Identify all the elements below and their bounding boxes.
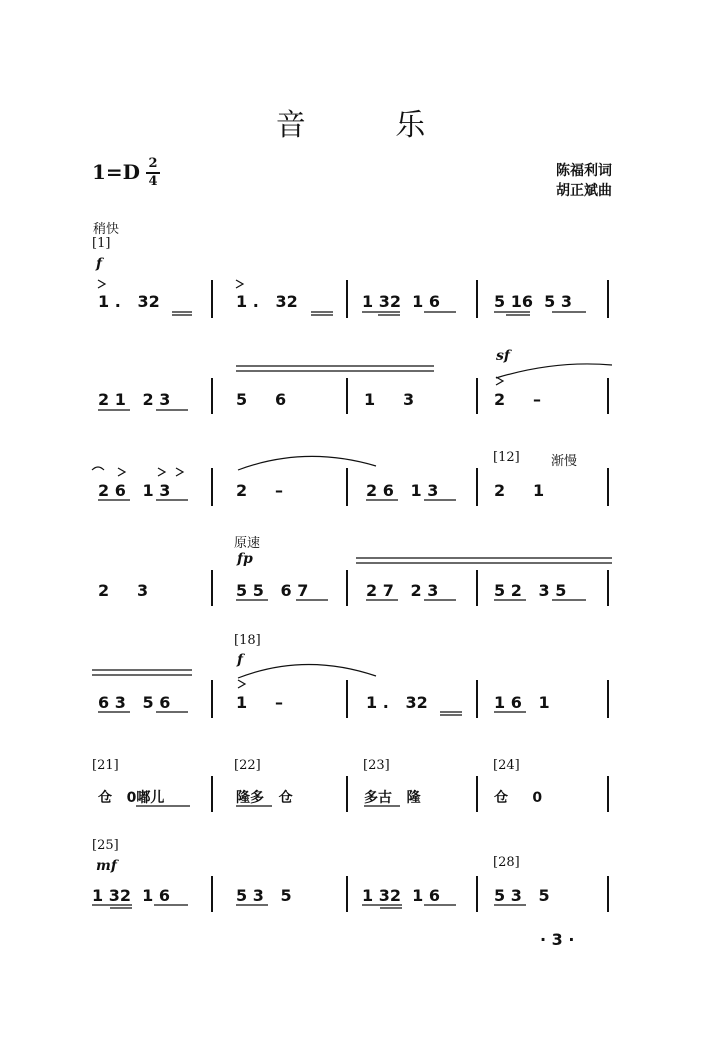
dynamic-marking: mf — [96, 858, 117, 874]
accent-mark — [98, 280, 105, 288]
rehearsal-mark: [25] — [92, 838, 119, 853]
measure: 2 7 2 3 — [366, 581, 439, 600]
measure: 1 . 32 — [236, 292, 298, 311]
measure: 1 . 32 — [366, 693, 428, 712]
measure: 2 3 — [98, 581, 149, 600]
accent-mark — [236, 280, 243, 288]
rehearsal-mark: [12] — [493, 450, 520, 465]
measure: 隆多 仓 — [236, 790, 293, 806]
slur — [496, 364, 612, 378]
measure: 2 6 1 3 — [366, 481, 439, 500]
tempo-marking-slower: 渐慢 — [551, 454, 578, 469]
measure: 2 1 2 3 — [98, 390, 171, 409]
measure: 6 3 5 6 — [98, 693, 171, 712]
measure: 5 5 6 7 — [236, 581, 309, 600]
measure: 1 3 — [364, 390, 415, 409]
accent-mark — [238, 680, 245, 688]
slur — [238, 664, 376, 678]
measure: 1 32 1 6 — [362, 886, 440, 905]
measure: 5 3 5 — [236, 886, 292, 905]
measure: 仓 0 — [494, 790, 543, 806]
measure: 仓 0嘟儿 — [98, 790, 165, 806]
measure: 2 1 — [494, 481, 545, 500]
key-signature: 1=D — [92, 160, 141, 184]
accent-mark — [118, 468, 125, 476]
rehearsal-mark: [1] — [92, 236, 111, 251]
tempo-marking-resume: 原速 — [234, 536, 261, 551]
measure: 5 2 3 5 — [494, 581, 567, 600]
tempo-marking-start: 稍快 — [93, 222, 120, 237]
page-number: · 3 · — [540, 930, 575, 949]
accent-mark — [176, 468, 183, 476]
measure: 1 – — [236, 693, 283, 712]
meter-top: 2 — [148, 156, 158, 171]
page-title: 音 乐 — [275, 108, 466, 143]
dynamic-marking: sf — [496, 348, 510, 364]
measure: 1 . 32 — [98, 292, 160, 311]
measure: 5 16 5 3 — [494, 292, 572, 311]
measure: 2 6 1 3 — [98, 481, 171, 500]
rehearsal-mark: [23] — [363, 758, 390, 773]
dynamic-marking: f — [96, 256, 103, 272]
slur — [238, 456, 376, 470]
composer-credit: 胡正斌曲 — [556, 183, 612, 199]
measure: 2 – — [236, 481, 283, 500]
rehearsal-mark: [22] — [234, 758, 261, 773]
measure: 1 32 1 6 — [362, 292, 440, 311]
meter-bottom: 4 — [148, 174, 158, 189]
rehearsal-mark: [24] — [493, 758, 520, 773]
measure: 1 32 1 6 — [92, 886, 170, 905]
measure: 1 6 1 — [494, 693, 550, 712]
measure: 2 – — [494, 390, 541, 409]
accent-mark — [496, 377, 503, 385]
lyricist-credit: 陈福利词 — [556, 163, 612, 179]
accent-mark — [158, 468, 165, 476]
tie — [92, 467, 104, 470]
measure: 5 6 — [236, 390, 287, 409]
measure: 5 3 5 — [494, 886, 550, 905]
rehearsal-mark: [18] — [234, 633, 261, 648]
measure: 多古 隆 — [364, 790, 421, 806]
dynamic-marking: f — [237, 652, 244, 668]
dynamic-marking: fp — [237, 551, 253, 567]
rehearsal-mark: [28] — [493, 855, 520, 870]
rehearsal-mark: [21] — [92, 758, 119, 773]
